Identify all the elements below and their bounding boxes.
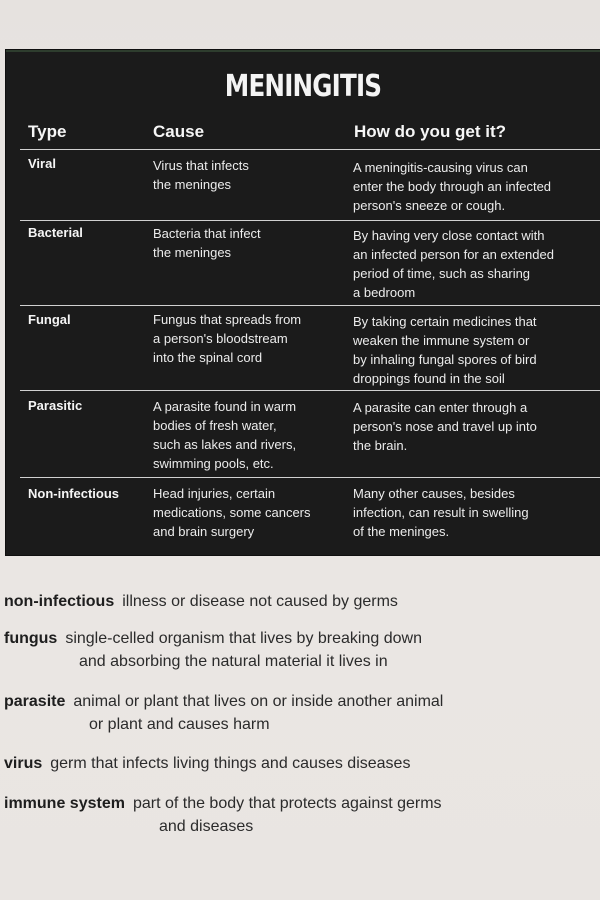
row-rule [20,220,600,221]
glossary-term: immune system [4,795,125,812]
glossary-definition: germ that infects living things and causes diseases [50,755,411,772]
row-bacterial-how: By having very close contact with an infected person for an extended period of time, such as sharing a bedroom [353,228,554,300]
glossary-term: non-infectious [4,593,115,610]
meningitis-table-panel [6,50,600,555]
glossary-term: virus [4,755,43,772]
row-fungal-cause: Fungus that spreads from a person's bloodstream into the spinal cord [153,312,302,365]
row-fungal-type: Fungal [28,312,71,327]
row-viral-type: Viral [28,156,56,171]
row-rule [20,305,600,306]
header-type: Type [28,122,67,141]
glossary-definition: illness or disease not caused by germs [122,593,398,610]
row-rule [20,390,600,391]
row-parasitic-how: A parasite can enter through a person's nose and travel up into the brain. [353,400,537,453]
row-viral-cause: Virus that infects the meninges [153,158,249,192]
glossary-entry-non-infectious [4,590,592,613]
table-title: MENINGITIS [224,69,382,104]
header-cause: Cause [153,122,205,141]
row-fungal-how: By taking certain medicines that weaken the immune system or by inhaling fungal spores of bird droppings found in the soil [353,314,537,386]
glossary-entry-immune-system [4,792,592,838]
glossary-term: fungus [4,630,58,647]
row-noninfectious-type: Non-infectious [28,486,119,501]
row-parasitic-type: Parasitic [28,398,83,413]
row-noninfectious-how: Many other causes, besides infection, can result in swelling of the meninges. [353,486,529,539]
glossary-definition: animal or plant that lives on or inside another animal [73,693,444,710]
glossary-definition-cont: and absorbing the natural material it lives in [79,653,388,670]
row-bacterial-cause: Bacteria that infect the meninges [153,226,261,260]
row-bacterial-type: Bacterial [28,225,83,240]
header-how: How do you get it? [354,122,507,141]
glossary-definition: single-celled organism that lives by breaking down [65,630,422,647]
header-rule [20,149,600,150]
row-parasitic-cause: A parasite found in warm bodies of fresh water, such as lakes and rivers, swimming pools, etc. [153,399,297,471]
glossary-definition: part of the body that protects against germs [132,795,442,812]
row-viral-how: A meningitis-causing virus can enter the body through an infected person's sneeze or cough. [353,160,552,213]
glossary-entry-parasite [4,690,592,736]
row-noninfectious-cause: Head injuries, certain medications, some cancers and brain surgery [153,486,311,539]
glossary-entry-fungus [4,627,592,673]
glossary-definition-cont: and diseases [159,818,254,835]
glossary-entry-virus [4,752,592,775]
glossary-term: parasite [4,693,66,710]
glossary-definition-cont: or plant and causes harm [89,716,270,733]
row-rule [20,477,600,478]
